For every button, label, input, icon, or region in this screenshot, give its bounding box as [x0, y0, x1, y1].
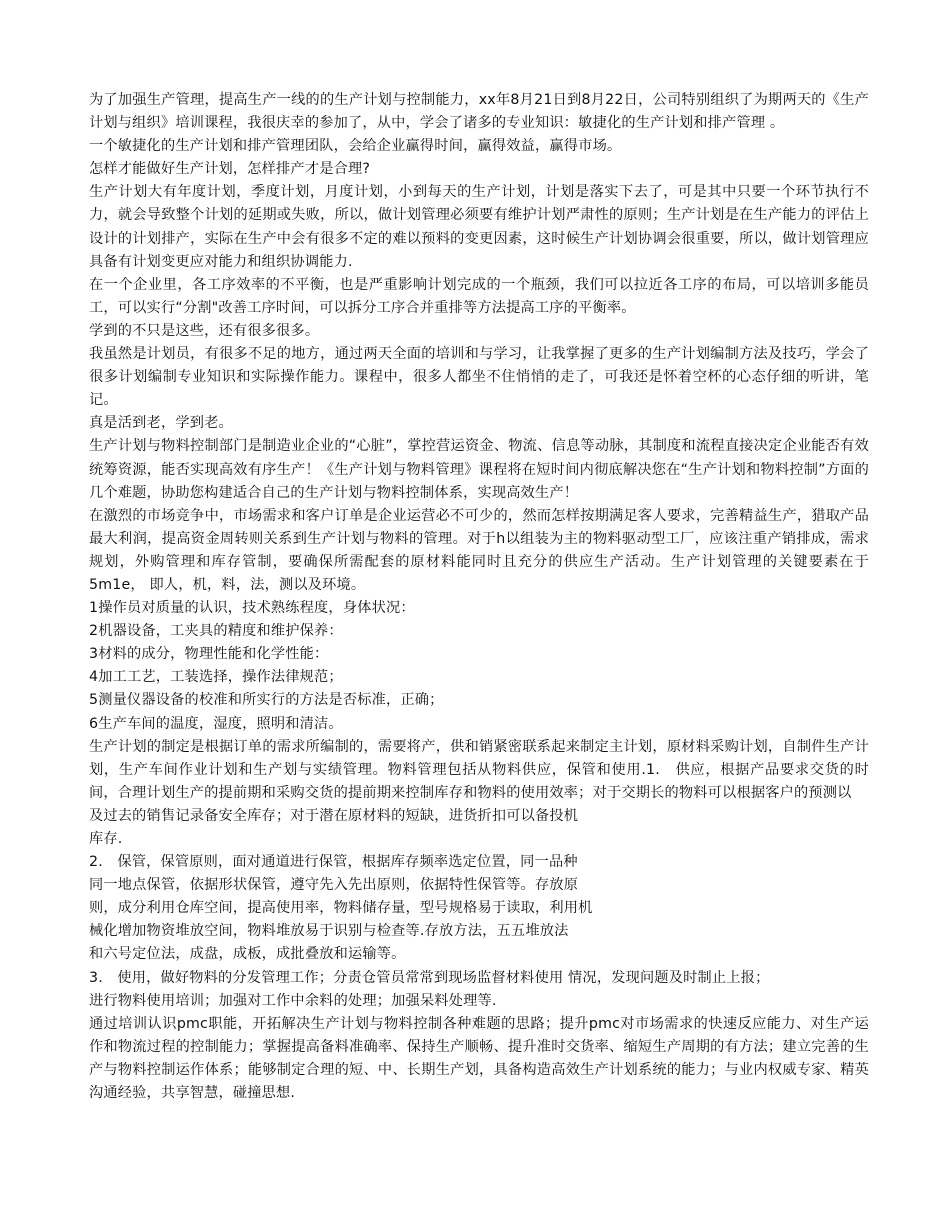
list-item-material: 3材料的成分，物理性能和化学性能：	[89, 646, 329, 663]
list-item-environment: 6生产车间的温度，湿度，照明和清洁。	[89, 715, 343, 732]
paragraph-proverb: 真是活到老，学到老。	[89, 415, 233, 432]
paragraph-heart: 生产计划与物料控制部门是制造业企业的“心脏”，掌控营运资金、物流、信息等动脉，其制度和流程直接决定企业能否有效统筹资源，能否实现高效有序生产！《生产计划与物料管理》课程将在短时间内彻底解决您在“生产计划和物料控制”方面的几个难题，协助您构建适合自己的生产计划与物料控制体系，实现高效生产！	[89, 438, 869, 501]
paragraph-team: 一个敏捷化的生产计划和排产管理团队，会给企业赢得时间，赢得效益，赢得市场。	[89, 138, 622, 155]
paragraph-intro: 为了加强生产管理，提高生产一线的的生产计划与控制能力，xx年8月21日到8月22日，公司特别组织了为期两天的《生产计划与组织》培训课程，我很庆幸的参加了，从中，学会了诸多的专业知识：敏捷化的生产计划和排产管理 。	[89, 92, 869, 132]
paragraph-plan-making: 生产计划的制定是根据订单的需求所编制的，需要将产，供和销紧密联系起来制定主计划，原材料采购计划，自制件生产计划，生产车间作业计划和生产划与实绩管理。物料管理包括从物料供应，保管和使用.1. 供应，根据产品要求交货的时间，合理计划生产的提前期和采购交货的提前期来控制库存和物料的使用效率；对于交期长的物料可以根据客户的预测以	[89, 738, 869, 801]
text-line-storage-5: 和六号定位法，成盘，成板，成批叠放和运输等。	[89, 946, 406, 963]
paragraph-planner: 我虽然是计划员，有很多不足的地方，通过两天全面的培训和与学习，让我掌握了更多的生产计划编制方法及技巧，学会了很多计划编制专业知识和实际操作能力。课程中，很多人都坐不住悄悄的走了，可我还是怀着空杯的心态仔细的听讲，笔记。	[89, 346, 869, 409]
paragraph-market: 在激烈的市场竞争中，市场需求和客户订单是企业运营必不可少的，然而怎样按期满足客人要求，完善精益生产，猎取产品最大利润，提高资金周转则关系到生产计划与物料的管理。对于h以组装为主的物料驱动型工厂，应该注重产销排成，需求规划，外购管理和库存管制，要确保所需配套的原材料能同时且充分的供应生产活动。生产计划管理的关键要素在于 5m1e， 即人，机，料，法，测以及环境。	[89, 507, 869, 593]
text-line-usage-1: 3. 使用，做好物料的分发管理工作；分责仓管员常常到现场监督材料使用 情况，发现问题及时制止上报；	[89, 969, 770, 986]
text-line-safety-stock: 及过去的销售记录备安全库存；对于潜在原材料的短缺，进货折扣可以备投机	[89, 807, 579, 824]
list-item-operator: 1操作员对质量的认识，技术熟练程度，身体状况：	[89, 600, 415, 617]
paragraph-plan-levels: 生产计划大有年度计划，季度计划，月度计划，小到每天的生产计划，计划是落实下去了，可是其中只要一个环节执行不力，就会导致整个计划的延期或失败，所以，做计划管理必须要有维护计划严肃性的原则；生产计划是在生产能力的评估上设计的计划排产，实际在生产中会有很多不定的难以预料的变更因素，这时候生产计划协调会很重要，所以，做计划管理应具备有计划变更应对能力和组织协调能力.	[89, 184, 869, 270]
text-line-storage-3: 则，成分利用仓库空间，提高使用率，物料储存量，型号规格易于读取，利用机	[89, 900, 593, 917]
paragraph-bottleneck: 在一个企业里，各工序效率的不平衡，也是严重影响计划完成的一个瓶颈，我们可以拉近各工序的布局，可以培训多能员工，可以实行“分割"改善工序时间，可以拆分工序合并重排等方法提高工序的平衡率。	[89, 276, 869, 316]
list-item-process: 4加工工艺，工装选择，操作法律规范；	[89, 669, 343, 686]
paragraph-more: 学到的不只是这些，还有很多很多。	[89, 322, 320, 339]
document-body	[89, 89, 869, 1105]
text-line-storage-4: 械化增加物资堆放空间，物料堆放易于识别与检查等.存放方法，五五堆放法	[89, 923, 569, 940]
list-item-measurement: 5测量仪器设备的校准和所实行的方法是否标准，正确；	[89, 692, 444, 709]
text-line-inventory: 库存.	[89, 831, 123, 847]
text-line-storage-2: 同一地点保管，依据形状保管，遵守先入先出原则，依据特性保管等。存放原	[89, 877, 579, 894]
paragraph-question: 怎样才能做好生产计划，怎样排产才是合理?	[89, 161, 371, 178]
list-item-machine: 2机器设备，工夹具的精度和维护保养：	[89, 623, 343, 640]
text-line-usage-2: 进行物料使用培训；加强对工作中余料的处理；加强呆料处理等.	[89, 992, 497, 1009]
text-line-storage-1: 2. 保管，保管原则，面对通道进行保管，根据库存频率选定位置，同一品种	[89, 854, 578, 871]
paragraph-closing: 通过培训认识pmc职能，开拓解决生产计划与物料控制各种难题的思路；提升pmc对市场需求的快速反应能力、对生产运作和物流过程的控制能力；掌握提高备料准确率、保持生产顺畅、提升准时交货率、缩短生产周期的有方法；建立完善的生产与物料控制运作体系；能够制定合理的短、中、长期生产划，具备构造高效生产计划系统的能力；与业内权威专家、精英沟通经验，共享智慧，碰撞思想.	[89, 1015, 869, 1102]
